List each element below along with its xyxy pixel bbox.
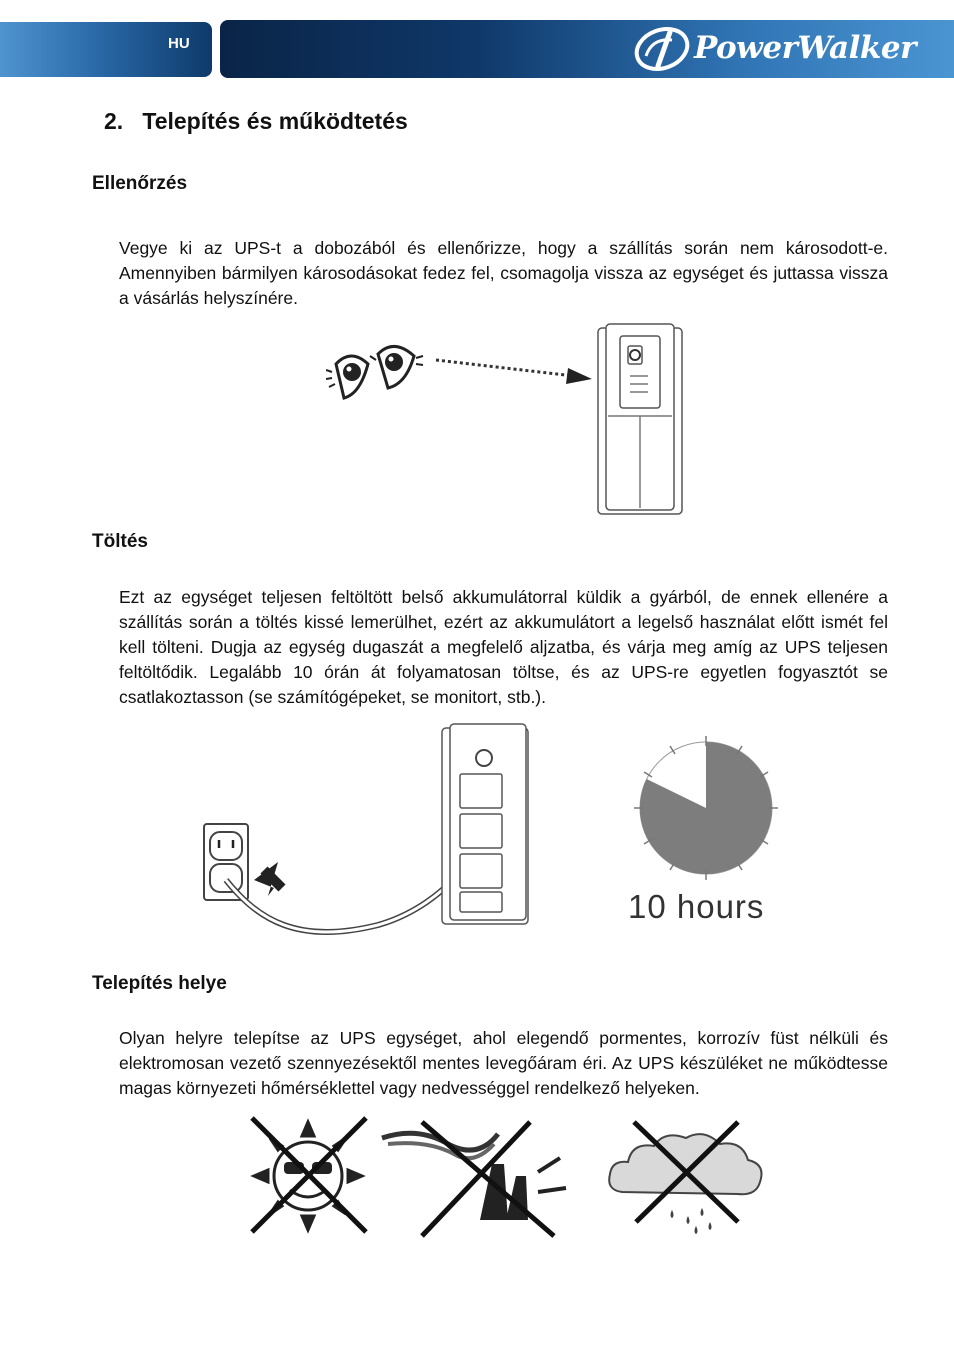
charging-illustration [198, 720, 538, 945]
no-sun-icon [244, 1112, 374, 1238]
brand-logo [632, 26, 944, 72]
charging-text: Ezt az egységet teljesen feltöltött belső akkumulátorral küldik a gyárból, de ennek ellenére a szállítás során a töltés kissé lemerülhet, ezért az akkumulátort a legelső használat előtt ismét fel kell tölteni. Dugja az egység dugaszát a megfelelő aljzatba, és várja meg amíg az UPS teljesen feltöltődik. Legalább 10 órán át folyamatosan töltse, és az UPS-re egyetlen fogyasztót se csatlakoztasson (se számítógépeket, se monitort, stb.). [119, 587, 888, 707]
placement-text: Olyan helyre telepítse az UPS egységet, ahol elegendő pormentes, korrozív füst nélküli és elektromosan vezető szennyezésektől mentes levegőáram éri. Az UPS készüléket ne működtesse magas környezeti hőmérséklettel vagy nedvességgel rendelkező helyeken. [119, 1028, 888, 1098]
powerwalker-logo-icon [632, 26, 694, 72]
language-label: HU [168, 35, 190, 52]
placement-heading: Telepítés helye [92, 973, 227, 994]
inspection-heading: Ellenőrzés [92, 173, 188, 194]
inspection-text: Vegye ki az UPS-t a dobozából és ellenőrizze, hogy a szállítás során nem károsodott-e. Amennyiben bármilyen károsodásokat fedez fel, csomagolja vissza az egységet és juttassa vissza a vásárlás helyszínére. [119, 238, 888, 308]
no-smoke-icon [378, 1114, 568, 1240]
ups-front-illustration [596, 322, 684, 516]
section-title: 2. Telepítés és működtetés [104, 108, 408, 134]
ups-rear-illustration [442, 724, 528, 924]
brand-name: PowerWalker [694, 30, 916, 66]
no-rain-icon [602, 1118, 768, 1236]
eyes-icon [326, 334, 426, 406]
hours-label: 10 hours [628, 888, 765, 925]
wall-outlet-icon [204, 824, 248, 900]
dotted-arrow-icon [434, 354, 594, 388]
charging-heading: Töltés [92, 531, 148, 552]
clock-progress-icon [632, 734, 780, 882]
